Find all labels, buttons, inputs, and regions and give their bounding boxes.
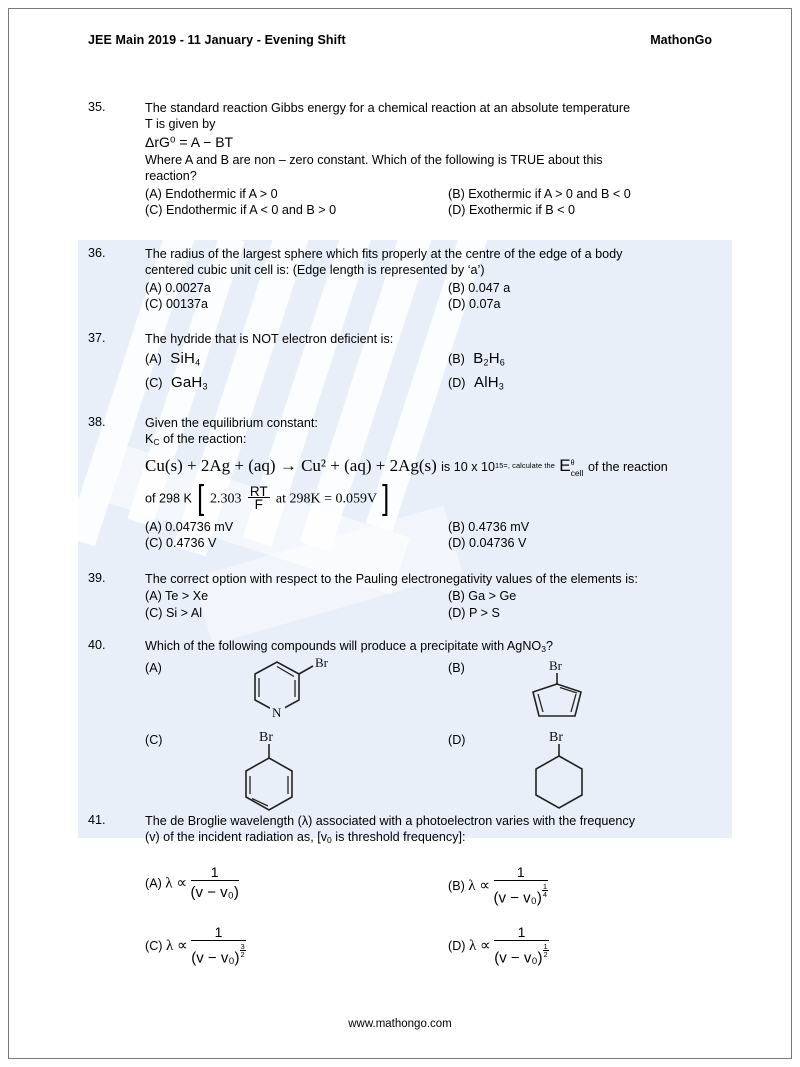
bracket-suffix: at 298K = 0.059V — [275, 491, 378, 507]
question-39 — [88, 571, 728, 621]
option-41-d[interactable] — [448, 925, 549, 969]
option-41-d-fraction — [494, 925, 548, 969]
question-37-options — [145, 351, 728, 399]
reaction-exponent: 15=, calculate the — [495, 460, 555, 470]
header-exam-title: JEE Main 2019 - 11 January - Evening Shift — [88, 33, 346, 47]
option-39-c[interactable]: (C) Si > Al — [145, 605, 203, 620]
option-37-a-label: (A) — [145, 352, 162, 367]
option-37-b-formula2: H — [488, 350, 500, 368]
option-41-d-numerator: 1 — [494, 925, 548, 941]
question-35-number: 35. — [88, 100, 106, 114]
question-38-number: 38. — [88, 415, 106, 429]
option-41-c-lhs: λ ∝ — [165, 938, 188, 955]
ecell-superscript: θ — [570, 460, 575, 468]
question-41-options-row1 — [145, 855, 728, 907]
kc-label: K — [145, 432, 154, 447]
option-41-c[interactable] — [145, 925, 246, 969]
question-36-options — [145, 280, 728, 313]
question-40-options-row1 — [145, 654, 728, 730]
question-36 — [88, 246, 728, 313]
option-40-b-structure[interactable] — [515, 654, 615, 734]
option-38-b[interactable]: (B) 0.4736 mV — [448, 520, 530, 535]
option-41-a-numerator: 1 — [191, 865, 239, 881]
reaction-post-text: of the reaction — [587, 460, 668, 475]
question-37 — [88, 331, 728, 399]
option-37-c-formula: GaH — [170, 374, 203, 392]
reaction-mid-text: is 10 x 10 — [441, 460, 496, 475]
option-37-d-formula: AlH — [473, 374, 499, 392]
question-39-line1: The correct option with respect to the Pauling electronegativity values of the elements is: — [145, 572, 638, 586]
option-41-a-fraction — [191, 865, 239, 903]
ecell-subscript: cell — [570, 468, 584, 479]
ecell-symbol — [559, 456, 584, 479]
option-39-b[interactable]: (B) Ga > Ge — [448, 589, 517, 604]
question-36-number: 36. — [88, 246, 106, 260]
question-40-text-end: ? — [545, 639, 553, 653]
threshold-prefix: (v) of the incident radiation as, [v — [145, 830, 328, 845]
option-40-a-br-label: Br — [315, 654, 328, 670]
option-41-b[interactable] — [448, 865, 548, 909]
question-35-line4: reaction? — [145, 169, 197, 184]
option-41-c-label: (C) — [145, 939, 163, 954]
question-36-line1: The radius of the largest sphere which fits properly at the centre of the edge of a body — [145, 247, 623, 261]
question-40-options-row2 — [145, 730, 728, 820]
option-41-d-lhs: λ ∝ — [468, 938, 491, 955]
option-40-d-br-label: Br — [549, 729, 563, 745]
bracket-coefficient: 2.303 — [210, 491, 242, 507]
option-41-a-lhs: λ ∝ — [165, 875, 188, 892]
option-38-d[interactable]: (D) 0.04736 V — [448, 536, 527, 551]
ecell-base: E — [559, 456, 571, 476]
reaction-equation: Cu(s) + 2Ag + (aq) → Cu² + (aq) + 2Ag(s) — [145, 456, 437, 476]
option-40-d-structure[interactable] — [515, 724, 625, 820]
option-37-b[interactable] — [448, 351, 505, 371]
question-35 — [88, 100, 728, 218]
option-38-c[interactable]: (C) 0.4736 V — [145, 536, 217, 551]
option-40-c-br-label: Br — [259, 729, 273, 745]
question-40-line1 — [145, 638, 728, 658]
threshold-suffix: is threshold frequency]: — [331, 830, 466, 845]
option-37-a-sub: 4 — [195, 357, 201, 368]
question-36-line2: centered cubic unit cell is: (Edge length is represented by ‘a’) — [145, 263, 485, 278]
question-38-line2 — [145, 431, 728, 451]
option-41-d-label: (D) — [448, 939, 466, 954]
option-40-b-label[interactable]: (B) — [448, 660, 465, 675]
option-35-d[interactable]: (D) Exothermic if B < 0 — [448, 203, 576, 218]
option-37-c-label: (C) — [145, 376, 163, 391]
option-41-a-denominator: (v − v₀) — [190, 883, 239, 901]
option-40-a-structure[interactable] — [225, 654, 328, 730]
option-41-b-label: (B) — [448, 879, 465, 894]
question-38-reaction-line — [145, 456, 728, 477]
right-bracket: ] — [382, 478, 390, 517]
footer-url: www.mathongo.com — [348, 1018, 452, 1030]
threshold-subscript: 0 — [327, 835, 332, 846]
question-37-line1: The hydride that is NOT electron deficient is: — [145, 332, 394, 346]
option-40-d-label[interactable]: (D) — [448, 732, 466, 747]
question-40-number: 40. — [88, 638, 106, 652]
option-41-c-fraction — [191, 925, 245, 969]
option-39-a[interactable]: (A) Te > Xe — [145, 589, 209, 604]
option-37-b-formula1: B — [473, 350, 484, 368]
option-36-a[interactable]: (A) 0.0027a — [145, 280, 211, 295]
question-40 — [88, 638, 728, 820]
fraction-denominator: F — [254, 497, 263, 513]
option-41-d-denominator: (v − v₀) $\frac{1}{2}$ — [494, 941, 548, 967]
option-41-c-exponent: $\frac{3}{2}$ — [240, 941, 245, 960]
rt-over-f-fraction — [248, 486, 270, 511]
option-37-b-label: (B) — [448, 352, 465, 367]
option-36-c[interactable]: (C) 00137a — [145, 297, 209, 312]
question-35-formula: ΔrG⁰ = A − BT — [145, 133, 234, 150]
question-41-options-row2 — [145, 915, 728, 967]
kc-subscript: C — [153, 437, 160, 448]
option-41-d-exponent: $\frac{1}{2}$ — [543, 941, 548, 960]
option-41-a[interactable] — [145, 865, 239, 903]
option-41-c-denominator: (v − v₀) $\frac{3}{2}$ — [191, 941, 245, 967]
question-41-number: 41. — [88, 813, 106, 827]
option-37-b-sub1: 2 — [483, 357, 489, 368]
fraction-numerator: RT — [249, 484, 268, 500]
option-38-a[interactable]: (A) 0.04736 mV — [145, 520, 234, 535]
kc-suffix: of the reaction: — [159, 432, 247, 447]
question-41 — [88, 813, 728, 967]
question-37-number: 37. — [88, 331, 106, 345]
option-35-b[interactable]: (B) Exothermic if A > 0 and B < 0 — [448, 186, 631, 201]
question-35-line3: Where A and B are non – zero constant. Which of the following is TRUE about this — [145, 152, 603, 167]
header-brand: MathonGo — [650, 33, 712, 47]
question-40-text: Which of the following compounds will produce a precipitate with AgNO — [145, 639, 542, 653]
option-41-a-label: (A) — [145, 876, 162, 891]
question-39-number: 39. — [88, 571, 106, 585]
question-38 — [88, 415, 728, 552]
question-41-line1: The de Broglie wavelength (λ) associated with a photoelectron varies with the frequency — [145, 814, 636, 828]
option-40-b-br-label: Br — [549, 657, 562, 673]
question-35-line1: The standard reaction Gibbs energy for a chemical reaction at an absolute temperature — [145, 101, 631, 115]
option-37-d[interactable] — [448, 375, 504, 395]
option-40-c-structure[interactable] — [225, 724, 335, 820]
option-35-c[interactable]: (C) Endothermic if A < 0 and B > 0 — [145, 203, 337, 218]
option-37-c[interactable] — [145, 375, 208, 395]
option-37-b-sub2: 6 — [499, 357, 505, 368]
bracket-prefix: of 298 K — [145, 491, 192, 506]
option-39-d[interactable]: (D) P > S — [448, 605, 500, 620]
option-41-b-denominator: (v − v₀) $\frac{1}{4}$ — [493, 881, 548, 907]
option-37-d-label: (D) — [448, 376, 466, 391]
question-38-bracket-line — [145, 478, 728, 517]
option-37-d-sub: 3 — [498, 381, 504, 392]
option-35-a[interactable]: (A) Endothermic if A > 0 — [145, 186, 278, 201]
question-35-line2: T is given by — [145, 117, 216, 132]
option-40-c-label[interactable]: (C) — [145, 732, 163, 747]
option-41-c-numerator: 1 — [191, 925, 245, 941]
question-39-options — [145, 588, 728, 621]
option-41-b-fraction — [494, 865, 548, 909]
question-41-line2 — [145, 829, 728, 849]
left-bracket: [ — [197, 478, 205, 517]
agno3-subscript: 3 — [541, 644, 546, 655]
question-38-line1: Given the equilibrium constant: — [145, 416, 318, 430]
question-38-options — [145, 519, 728, 552]
option-36-b[interactable]: (B) 0.047 a — [448, 280, 511, 295]
option-41-b-lhs: λ ∝ — [468, 878, 491, 895]
option-36-d[interactable]: (D) 0.07a — [448, 297, 501, 312]
option-37-c-sub: 3 — [202, 381, 208, 392]
option-37-a-formula: SiH — [170, 350, 196, 368]
option-37-a[interactable] — [145, 351, 200, 371]
option-41-b-numerator: 1 — [494, 865, 548, 881]
option-41-b-exponent: $\frac{1}{4}$ — [542, 881, 548, 900]
option-40-a-label[interactable]: (A) — [145, 660, 162, 675]
option-40-a-n-label: N — [272, 704, 282, 720]
question-35-options — [145, 186, 728, 219]
